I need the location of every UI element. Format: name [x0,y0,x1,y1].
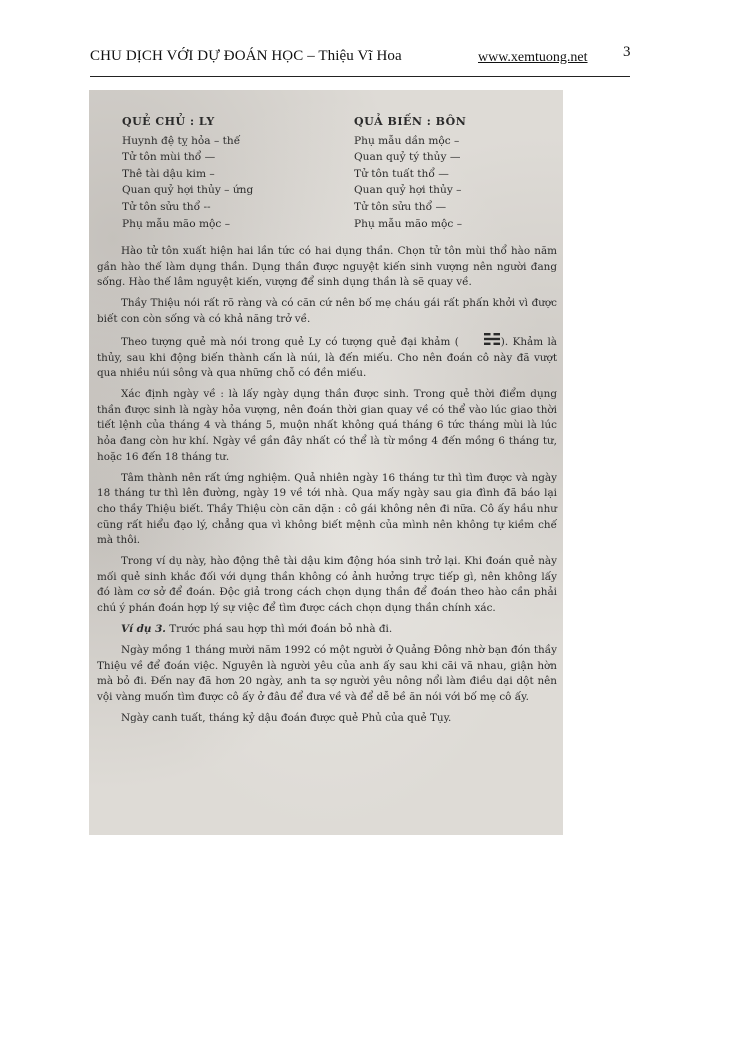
paragraph: Ngày mồng 1 tháng mười năm 1992 có một người ở Quảng Đông nhờ bạn đón thầy Thiệu về để đoán việc. Nguyên là người yêu của anh ấy sau khi cãi vã nhau, giận hờn mà bỏ đi. Đến nay đã hơn 20 ngày, anh ta sợ người yêu nông nổi làm điều dại dột nên vội vàng muốn tìm được cô ấy ở đâu để đưa về và để dễ bề ăn nói với bố mẹ cô ấy. [97,644,557,703]
paragraph-kham [97,333,557,382]
scanned-page-image [89,90,563,835]
que-bien-line: Phụ mẫu mão mộc – [354,217,462,230]
header-divider [90,76,630,77]
book-title: CHU DỊCH VỚI DỰ ĐOÁN HỌC – Thiệu Vĩ Hoa [90,48,402,64]
paragraph: Ngày canh tuất, tháng kỷ dậu đoán được quẻ Phủ của quẻ Tụy. [121,712,452,725]
paragraph-kham-after: ). Khảm là thủy, sau khi động biến thành cấn là núi, là đến miếu. Cho nên đoán cô này đã vượt qua nhiều núi sông và qua những chỗ có đền miếu. [97,335,558,380]
paragraph: Hào tử tôn xuất hiện hai lần tức có hai dụng thần. Chọn tử tôn mùi thổ hào năm gần hào thế làm dụng thần. Dụng thần được nguyệt kiến sinh vượng nên người đang sống. Hào thế lâm nguyệt kiến, vượng để sinh dụng thần là sẽ quay về. [97,245,557,289]
website-link[interactable]: www.xemtuong.net [478,50,588,65]
que-chu-line: Quan quỷ hợi thủy – ứng [122,184,254,197]
body-text [97,244,557,732]
paragraph: Trong ví dụ này, hào động thê tài dậu kim động hóa sinh trở lại. Khi đoán quẻ này mối quẻ sinh khắc đối với dụng thần không có ảnh hưởng trực tiếp gì, nên không lấy đó làm cơ sở để đoán. Độc giả trong cách chọn dụng thần để đoán theo hào cần phải chú ý phán đoán hợp lý sự việc để tìm được cách chọn dụng thần chính xác. [97,555,557,614]
que-bien-title: QUẢ BIẾN : BÔN [354,115,467,128]
que-chu-line: Thê tài dậu kim – [122,167,215,180]
example-heading [97,622,557,638]
page-header [90,44,630,72]
paragraph: Xác định ngày về : là lấy ngày dụng thần được sinh. Trong quẻ thời điểm dụng thần được sinh là ngày hỏa vượng, nên đoán thời gian quay về có thể vào lúc giao thời tiết lệnh của tháng 4 và tháng 5, muộn nhất không quá tháng 6 tức tháng mùi là lúc hỏa đang còn hư khí. Ngày về gần đây nhất có thể là từ mồng 4 đến mồng 6 tháng tư, hoặc 16 đến 18 tháng tư. [97,388,557,463]
paragraph: Tâm thành nên rất ứng nghiệm. Quả nhiên ngày 16 tháng tư thì tìm được và ngày 18 tháng tư thì lên đường, ngày 19 về tới nhà. Qua mấy ngày sau gia đình đã báo lại cho thầy Thiệu biết. Thầy Thiệu còn căn dặn : cô gái không nên đi nữa. Cô ấy hầu như cũng rất hiểu đạo lý, chẳng qua vì không biết mệnh của mình nên không tự kiềm chế mà thôi. [97,471,557,547]
example-label: Ví dụ 3. [121,623,166,636]
paragraph: Thầy Thiệu nói rất rõ ràng và có căn cứ nên bố mẹ cháu gái rất phấn khởi vì được biết con còn sống và có khả năng trở về. [97,297,557,325]
que-chu-line: Tử tôn mùi thổ — [122,151,216,164]
que-bien-block [354,114,466,232]
paragraph-kham-before: Theo tượng quẻ mà nói trong quẻ Ly có tượng quẻ đại khảm ( [121,335,459,348]
que-chu-title: QUẺ CHỦ : LY [122,115,215,128]
que-bien-line: Tử tôn sửu thổ — [354,200,447,213]
example-title: Trước phá sau hợp thì mới đoán bỏ nhà đi. [165,623,393,636]
que-chu-line: Huynh đệ tỵ hỏa – thế [122,134,241,147]
que-bien-line: Quan quỷ tý thủy — [354,151,461,164]
que-chu-line: Phụ mẫu mão mộc – [122,217,230,230]
que-bien-line: Phụ mẫu dần mộc – [354,134,460,147]
que-bien-line: Tử tôn tuất thổ — [354,167,449,180]
que-chu-line: Tử tôn sửu thổ -- [122,200,211,213]
que-chu-block [122,114,253,232]
kham-trigram-icon [460,333,500,351]
que-bien-line: Quan quỷ hợi thủy – [354,184,462,197]
page-number: 3 [623,44,631,60]
